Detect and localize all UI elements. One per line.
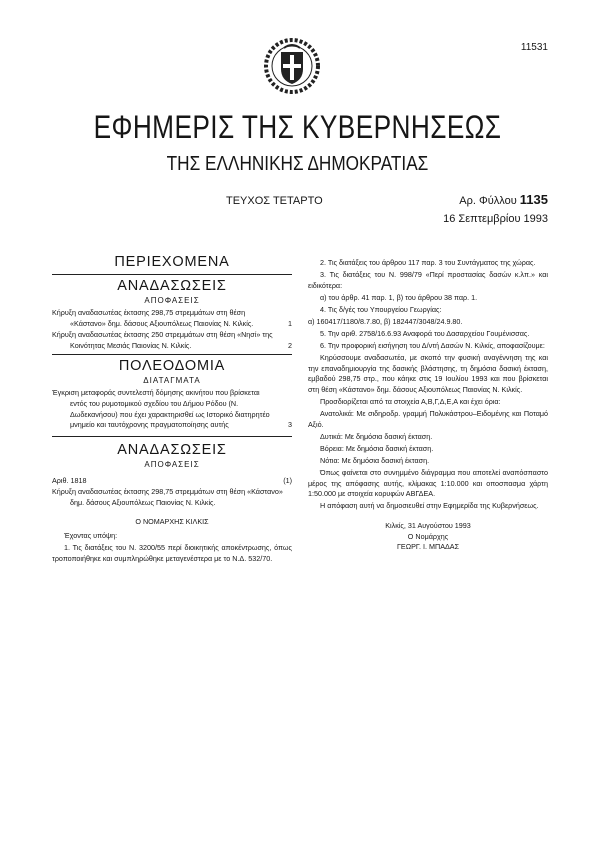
left-column [52,254,292,566]
signatory-role: Ο Νομάρχης [407,531,449,541]
decision-paragraph: 1. Τις διατάξεις του Ν. 3200/55 περί διοικητικής αποκέντρωσης, όπως τροποποιήθηκε και συμπληρώθηκε μεταγενέστερα με το Ν.Δ. 532/70. [52,543,292,563]
decision-paragraph: 2. Τις διατάξεις του άρθρου 117 παρ. 3 του Συντάγματος της χώρας. [320,258,536,267]
decision-summary: Κήρυξη αναδασωτέας έκτασης 298,75 στρεμμάτων στη θέση «Κάστανο» δημ. δάσους Αξιουπόλεως Παιονίας Ν. Κιλκίς. [52,487,283,507]
sheet-label: Αρ. Φύλλου [459,195,517,207]
toc-item-text: Κήρυξη αναδασωτέας έκτασης 250 στρεμμάτων στη θέση «Νησί» της Κοινότητας Μεσιάς Παιονίας Ν. Κιλκίς. [52,330,273,350]
signatory-name: ΓΕΩΡΓ. Ι. ΜΠΑΔΑΣ [396,542,460,552]
decision-paragraph: 5. Την αριθ. 2758/16.6.93 Αναφορά του Δασαρχείου Γουμένισσας. [320,329,530,339]
right-column [308,258,548,553]
toc-item-text: Έγκριση μεταφοράς συντελεστή δόμησης ακινήτου που βρίσκεται εντός του ρυμοτομικού σχεδίου του Δήμου Ρόδου (Ν. Δωδεκανήσου) που έχει χαρακτηρισθεί ως Ιστορικό διατηρητέο μνημείο και ταυτόχρονης πραγματοποίησης αυτής [52,388,270,430]
decision-number: Αριθ. 1818 [52,475,87,485]
place-date: Κιλκίς, 31 Αυγούστου 1993 [385,521,471,531]
decision-paragraph: 6. Την προφορική εισήγηση του Δ/ντή Δασών Ν. Κιλκίς, αποφασίζουμε: [320,341,545,351]
sheet-number [418,192,548,207]
toc-item-page: 1 [288,318,292,328]
toc-item[interactable] [52,388,292,430]
decision-paragraph: Δυτικά: Με δημόσια δασική έκταση. [320,431,433,441]
toc-item-text: Κήρυξη αναδασωτέας έκτασης 298,75 στρεμμάτων στη θέση «Κάστανο» δημ. δάσους Αξιουπόλεως Παιονίας Ν. Κιλκίς. [52,308,254,328]
greek-coat-of-arms-icon [262,36,322,96]
decision-ref: (1) [283,475,292,485]
sheet-value: 1135 [519,192,548,207]
decision-paragraph: 3. Τις διατάξεις του Ν. 998/79 «Περί προστασίας δασών κ.λπ.» και ειδικότερα: [308,270,548,290]
divider [52,274,292,275]
contents-section-decrees: ΔΙΑΤΑΓΜΑΤΑ [143,376,201,386]
decision-paragraph: Η απόφαση αυτή να δημοσιευθεί στην Εφημερίδα της Κυβερνήσεως. [320,501,539,511]
issue-label: ΤΕΥΧΟΣ ΤΕΤΑΡΤΟ [226,195,323,207]
divider [52,354,292,355]
decision-paragraph: 4. Τις δ/γές του Υπουργείου Γεωργίας: [320,304,442,314]
decision-paragraph: Νότια: Με δημόσια δασική έκταση. [320,456,430,466]
decision-paragraph: Βόρεια: Με δημόσια δασική έκταση. [320,444,434,453]
contents-section-reforestation: ΑΝΑΔΑΣΩΣΕΙΣ [117,278,227,294]
decision-number-line [52,476,292,487]
contents-section-urban-planning: ΠΟΛΕΟΔΟΜΙΑ [118,358,226,375]
decision-section-title: ΑΝΑΔΑΣΩΣΕΙΣ [117,441,227,458]
page-number: 11531 [520,42,548,53]
decision-paragraph: Ανατολικά: Με σιδηροδρ. γραμμή Πολυκάστρου–Ειδομένης και Ποταμό Αξιό. [308,409,548,429]
decision-paragraph: α) του άρθρ. 41 παρ. 1, β) του άρθρου 38 παρ. 1. [320,292,478,302]
decision-paragraph: α) 160417/1180/8.7.80, β) 182447/3048/24.9.80. [308,316,463,326]
decision-paragraph: Κηρύσσουμε αναδασωτέα, με σκοπό την φυσική αναγέννηση της και την επαναδημιουργία της δασικής βλάστησης, τη δημόσια δασική έκταση, εμβαδού 298,75 στρ., που κάηκε στις 19 Ιουλίου 1993 και που βρίσκεται στη θέση «Κάστανο» δημ. δάσους Αξιουπόλεως Παιονίας Ν. Κιλκίς. [308,353,548,395]
gazette-subtitle: ΤΗΣ ΕΛΛΗΝΙΚΗΣ ΔΗΜΟΚΡΑΤΙΑΣ [166,153,429,175]
gazette-title: ΕΦΗΜΕΡΙΣ ΤΗΣ ΚΥΒΕΡΝΗΣΕΩΣ [93,109,502,145]
decision-authority: Ο ΝΟΜΑΡΧΗΣ ΚΙΛΚΙΣ [135,516,209,526]
toc-item[interactable] [52,330,292,351]
issue-date: 16 Σεπτεμβρίου 1993 [443,213,548,225]
toc-item[interactable] [52,308,292,329]
toc-item-page: 2 [288,340,292,350]
toc-item-page: 3 [288,420,292,430]
contents-heading: ΠΕΡΙΕΧΟΜΕΝΑ [114,254,230,270]
contents-section-decisions: ΑΠΟΦΑΣΕΙΣ [144,296,200,305]
decision-paragraph: Όπως φαίνεται στο συνημμένο διάγραμμα που αποτελεί αναπόσπαστο μέρος της απόφασης αυτής, κλίμακας 1:10.000 και οποσπασμα χάρτη 1:50.000 με στοιχεία κορυφών ΑΒΓΔΕΑ. [308,468,548,499]
divider [52,436,292,437]
decision-section-sub: ΑΠΟΦΑΣΕΙΣ [144,459,200,469]
decision-paragraph: Προσδιορίζεται από τα στοιχεία Α,Β,Γ,Δ,Ε,Α και έχει όρια: [320,397,501,407]
decision-having: Έχοντας υπόψη: [64,531,118,541]
